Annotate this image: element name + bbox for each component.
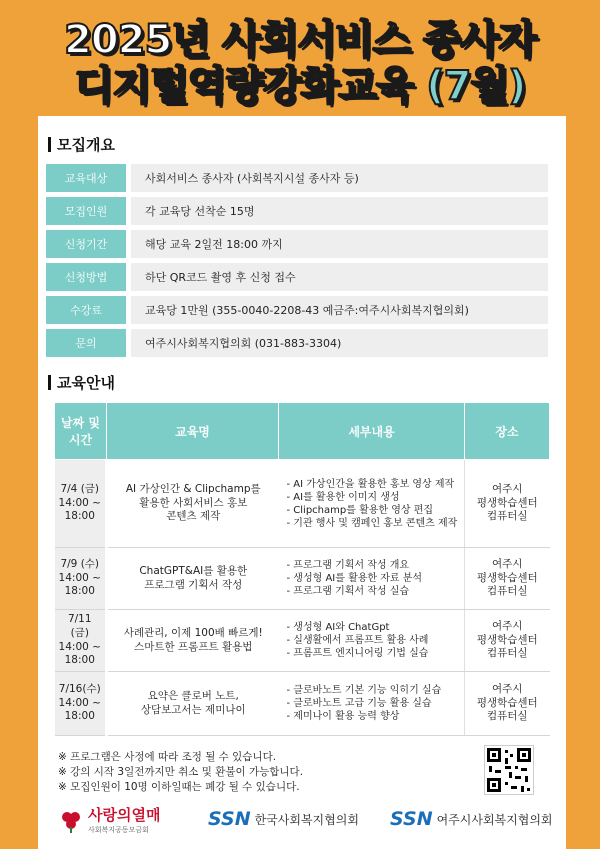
table-row	[55, 610, 550, 672]
course-line: 스마트한 프롬프트 활용법	[134, 640, 253, 653]
time-end: 18:00	[64, 710, 95, 723]
place-line: 컴퓨터실	[486, 510, 528, 523]
info-value: 사회서비스 종사자 (사회복지시설 종사자 등)	[131, 164, 548, 192]
date-cell	[55, 672, 107, 736]
detail-line: - 생성형 AI와 ChatGpt	[286, 622, 390, 633]
ssn-yeoju-text: 여주시사회복지협의회	[436, 812, 553, 827]
info-row-capacity	[46, 197, 548, 225]
course-line: 사례관리, 이제 100배 빠르게!	[123, 626, 263, 639]
course-line: 활용한 사회서비스 홍보	[139, 496, 248, 509]
course-line: ChatGPT&AI를 활용한	[139, 564, 248, 577]
logo-ssn-yeoju	[390, 808, 553, 830]
course-cell	[107, 548, 279, 610]
place-line: 여주시	[492, 558, 523, 571]
info-row-fee	[46, 296, 548, 324]
course-line: AI 가상인간 & Clipchamp를	[125, 483, 261, 496]
col-header-date: 날짜 및 시간	[55, 403, 107, 460]
course-line: 프로그램 기획서 작성	[144, 578, 243, 591]
date: 7/16(수)	[58, 683, 101, 696]
time-start: 14:00 ~	[58, 496, 101, 509]
info-label: 문의	[46, 329, 126, 357]
place-line: 평생학습센터	[476, 633, 538, 646]
education-heading	[48, 372, 115, 393]
time-end: 18:00	[64, 510, 95, 523]
details-cell	[279, 460, 465, 548]
heading-bar	[48, 375, 51, 390]
note-line: ※ 프로그램은 사정에 따라 조정 될 수 있습니다.	[58, 751, 277, 763]
info-row-period	[46, 230, 548, 258]
place-line: 여주시	[492, 483, 523, 496]
place-line: 평생학습센터	[476, 496, 538, 509]
ssn-mark: SSN	[390, 808, 433, 830]
info-label: 모집인원	[46, 197, 126, 225]
logo-love-fruit	[58, 804, 160, 835]
details-cell	[279, 548, 465, 610]
note-line: ※ 강의 시작 3일전까지만 취소 및 환불이 가능합니다.	[58, 766, 304, 778]
col-header-details: 세부내용	[279, 403, 465, 460]
title-line-2: 디지털역량강화교육 (7월)	[74, 63, 526, 109]
time-start: 14:00 ~	[58, 696, 101, 709]
course-line: 콘텐츠 제작	[166, 510, 221, 523]
time-start: 14:00 ~	[58, 571, 101, 584]
place-line: 여주시	[492, 683, 523, 696]
info-row-target	[46, 164, 548, 192]
place-cell	[465, 548, 550, 610]
title-line-1: 2025년 사회서비스 종사자	[64, 17, 536, 63]
heading-bar	[48, 137, 51, 152]
place-cell	[465, 460, 550, 548]
detail-line: - Clipchamp를 활용한 영상 편집	[286, 504, 434, 516]
info-label: 신청기간	[46, 230, 126, 258]
course-line: 상담보고서는 제미나이	[140, 703, 246, 716]
place-cell	[465, 672, 550, 736]
detail-line: - 클로바노트 고급 기능 활용 실습	[286, 698, 432, 709]
info-value: 하단 QR코드 촬영 후 신청 접수	[131, 263, 548, 291]
course-cell	[107, 610, 279, 672]
col-header-course: 교육명	[107, 403, 279, 460]
detail-line: - 생성형 AI를 활용한 자료 분석	[286, 573, 423, 584]
course-cell	[107, 672, 279, 736]
info-value: 교육당 1만원 (355-0040-2208-43 예금주:여주시사회복지협의회)	[131, 296, 548, 324]
info-value: 각 교육당 선착순 15명	[131, 197, 548, 225]
time-start: 14:00 ~	[58, 640, 101, 653]
love-fruit-subtext: 사회복지공동모금회	[88, 826, 149, 834]
time-end: 18:00	[64, 585, 95, 598]
ssn-mark: SSN	[208, 808, 251, 830]
place-line: 컴퓨터실	[486, 647, 528, 660]
logo-row	[38, 800, 566, 844]
date: 7/4 (금)	[60, 483, 100, 496]
detail-line: - 실생활에서 프롬프트 활용 사례	[286, 635, 429, 646]
qr-code[interactable]	[484, 745, 534, 795]
detail-line: - 프로그램 기획서 작성 개요	[286, 560, 410, 571]
place-line: 여주시	[492, 620, 523, 633]
place-line: 평생학습센터	[476, 696, 538, 709]
info-label: 교육대상	[46, 164, 126, 192]
ssn-korea-text: 한국사회복지협의회	[254, 812, 359, 827]
logo-ssn-korea	[208, 808, 359, 830]
info-label: 신청방법	[46, 263, 126, 291]
detail-line: - 기관 행사 및 캠페인 홍보 콘텐츠 제작	[286, 517, 458, 529]
course-line: 요약은 클로버 노트,	[147, 689, 239, 702]
info-value: 해당 교육 2일전 18:00 까지	[131, 230, 548, 258]
table-header-row	[55, 403, 550, 460]
table-row	[55, 460, 550, 548]
place-line: 컴퓨터실	[486, 710, 528, 723]
recruit-heading-text: 모집개요	[57, 136, 115, 154]
education-heading-text: 교육안내	[57, 374, 115, 392]
detail-line: - 클로바노트 기본 기능 익히기 실습	[286, 685, 442, 696]
details-cell	[279, 610, 465, 672]
notes	[58, 750, 303, 795]
info-value: 여주시사회복지협의회 (031-883-3304)	[131, 329, 548, 357]
date: 7/9 (수)	[60, 558, 100, 571]
place-cell	[465, 610, 550, 672]
info-label: 수강료	[46, 296, 126, 324]
detail-line: - 프로그램 기획서 작성 실습	[286, 586, 410, 597]
detail-line: - 프롬프트 엔지니어링 기법 실습	[286, 648, 429, 659]
table-row	[55, 548, 550, 610]
love-fruit-text: 사랑의열매	[88, 806, 161, 824]
education-table	[54, 402, 550, 736]
date: 7/11 (금)	[67, 613, 92, 639]
info-row-method	[46, 263, 548, 291]
table-row	[55, 672, 550, 736]
detail-line: - 제미나이 활용 능력 향상	[286, 711, 400, 722]
date-cell	[55, 460, 107, 548]
info-row-contact	[46, 329, 548, 357]
date-cell	[55, 610, 107, 672]
place-line: 평생학습센터	[476, 571, 538, 584]
course-cell	[107, 460, 279, 548]
love-fruit-icon	[58, 807, 84, 833]
detail-line: - AI를 활용한 이미지 생성	[286, 491, 400, 503]
date-cell	[55, 548, 107, 610]
col-header-place: 장소	[465, 403, 550, 460]
place-line: 컴퓨터실	[486, 585, 528, 598]
details-cell	[279, 672, 465, 736]
time-end: 18:00	[64, 654, 95, 667]
note-line: ※ 모집인원이 10명 이하일때는 폐강 될 수 있습니다.	[58, 781, 300, 793]
recruit-heading	[48, 134, 115, 155]
detail-line: - AI 가상인간을 활용한 홍보 영상 제작	[286, 478, 455, 490]
